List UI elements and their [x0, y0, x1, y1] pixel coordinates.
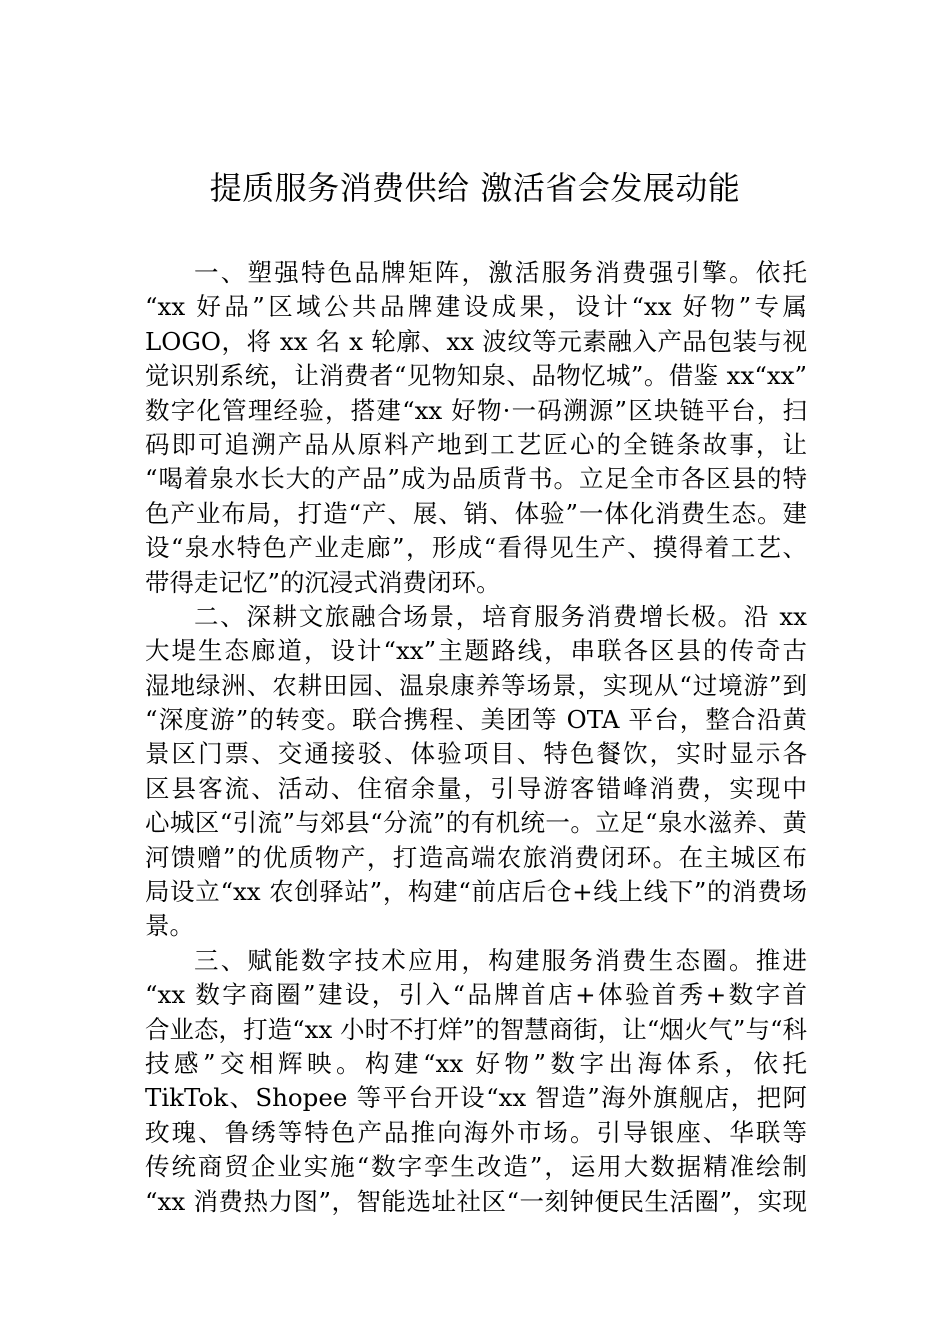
paragraph-3	[145, 944, 807, 1219]
text-line: LOGO，将 xx 名 x 轮廓、xx 波纹等元素融入产品包装与视	[145, 326, 807, 356]
text-line: 湿地绿洲、农耕田园、温泉康养等场景，实现从“过境游”到	[145, 670, 807, 700]
text-line: “xx 数字商圈”建设，引入“品牌首店+体验首秀+数字首	[145, 980, 807, 1010]
text-line: 一、塑强特色品牌矩阵，激活服务消费强引擎。依托	[194, 258, 807, 287]
text-line: 带得走记忆”的沉浸式消费闭环。	[145, 567, 501, 597]
text-line: 心城区“引流”与郊县“分流”的有机统一。立足“泉水滋养、黄	[145, 808, 807, 838]
document-title: 提质服务消费供给 激活省会发展动能	[209, 169, 741, 207]
text-line: 二、深耕文旅融合场景，培育服务消费增长极。沿 xx	[194, 601, 807, 631]
text-line: 码即可追溯产品从原料产地到工艺匠心的全链条故事，让	[145, 429, 807, 459]
document-body	[145, 256, 807, 1219]
text-line: 传统商贸企业实施“数字孪生改造”，运用大数据精准绘制	[145, 1152, 807, 1182]
text-line: 设“泉水特色产业走廊”，形成“看得见生产、摸得着工艺、	[145, 533, 807, 563]
paragraph-2	[145, 600, 807, 944]
text-line: 玫瑰、鲁绣等特色产品推向海外市场。引导银座、华联等	[145, 1117, 807, 1147]
text-line: 数字化管理经验，搭建“xx 好物·一码溯源”区块链平台，扫	[145, 395, 807, 425]
text-line: “xx 消费热力图”，智能选址社区“一刻钟便民生活圈”，实现	[145, 1186, 807, 1216]
text-line: 区县客流、活动、住宿余量，引导游客错峰消费，实现中	[145, 773, 807, 803]
text-line: TikTok、Shopee 等平台开设“xx 智造”海外旗舰店，把阿	[145, 1083, 807, 1113]
text-line: 色产业布局，打造“产、展、销、体验”一体化消费生态。建	[145, 498, 807, 528]
text-line: 河馈赠”的优质物产，打造高端农旅消费闭环。在主城区布	[145, 842, 807, 872]
text-line: 合业态，打造“xx 小时不打烊”的智慧商街，让“烟火气”与“科	[145, 1014, 807, 1044]
text-line: 觉识别系统，让消费者“见物知泉、品物忆城”。借鉴 xx“xx”	[145, 361, 807, 391]
text-line: “深度游”的转变。联合携程、美团等 OTA 平台，整合沿黄	[145, 705, 807, 735]
text-line: 三、赋能数字技术应用，构建服务消费生态圈。推进	[194, 945, 807, 975]
text-line: “xx 好品”区域公共品牌建设成果，设计“xx 好物”专属	[145, 292, 807, 322]
text-line: 大堤生态廊道，设计“xx”主题路线，串联各区县的传奇古	[145, 636, 807, 666]
text-line: 技感”交相辉映。构建“xx 好物”数字出海体系，依托	[145, 1048, 807, 1078]
text-line: “喝着泉水长大的产品”成为品质背书。立足全市各区县的特	[145, 464, 807, 494]
text-line: 景区门票、交通接驳、体验项目、特色餐饮，实时显示各	[145, 739, 807, 769]
paragraph-1	[145, 256, 807, 600]
text-line: 景。	[145, 911, 194, 941]
text-line: 局设立“xx 农创驿站”，构建“前店后仓+线上线下”的消费场	[145, 877, 807, 907]
